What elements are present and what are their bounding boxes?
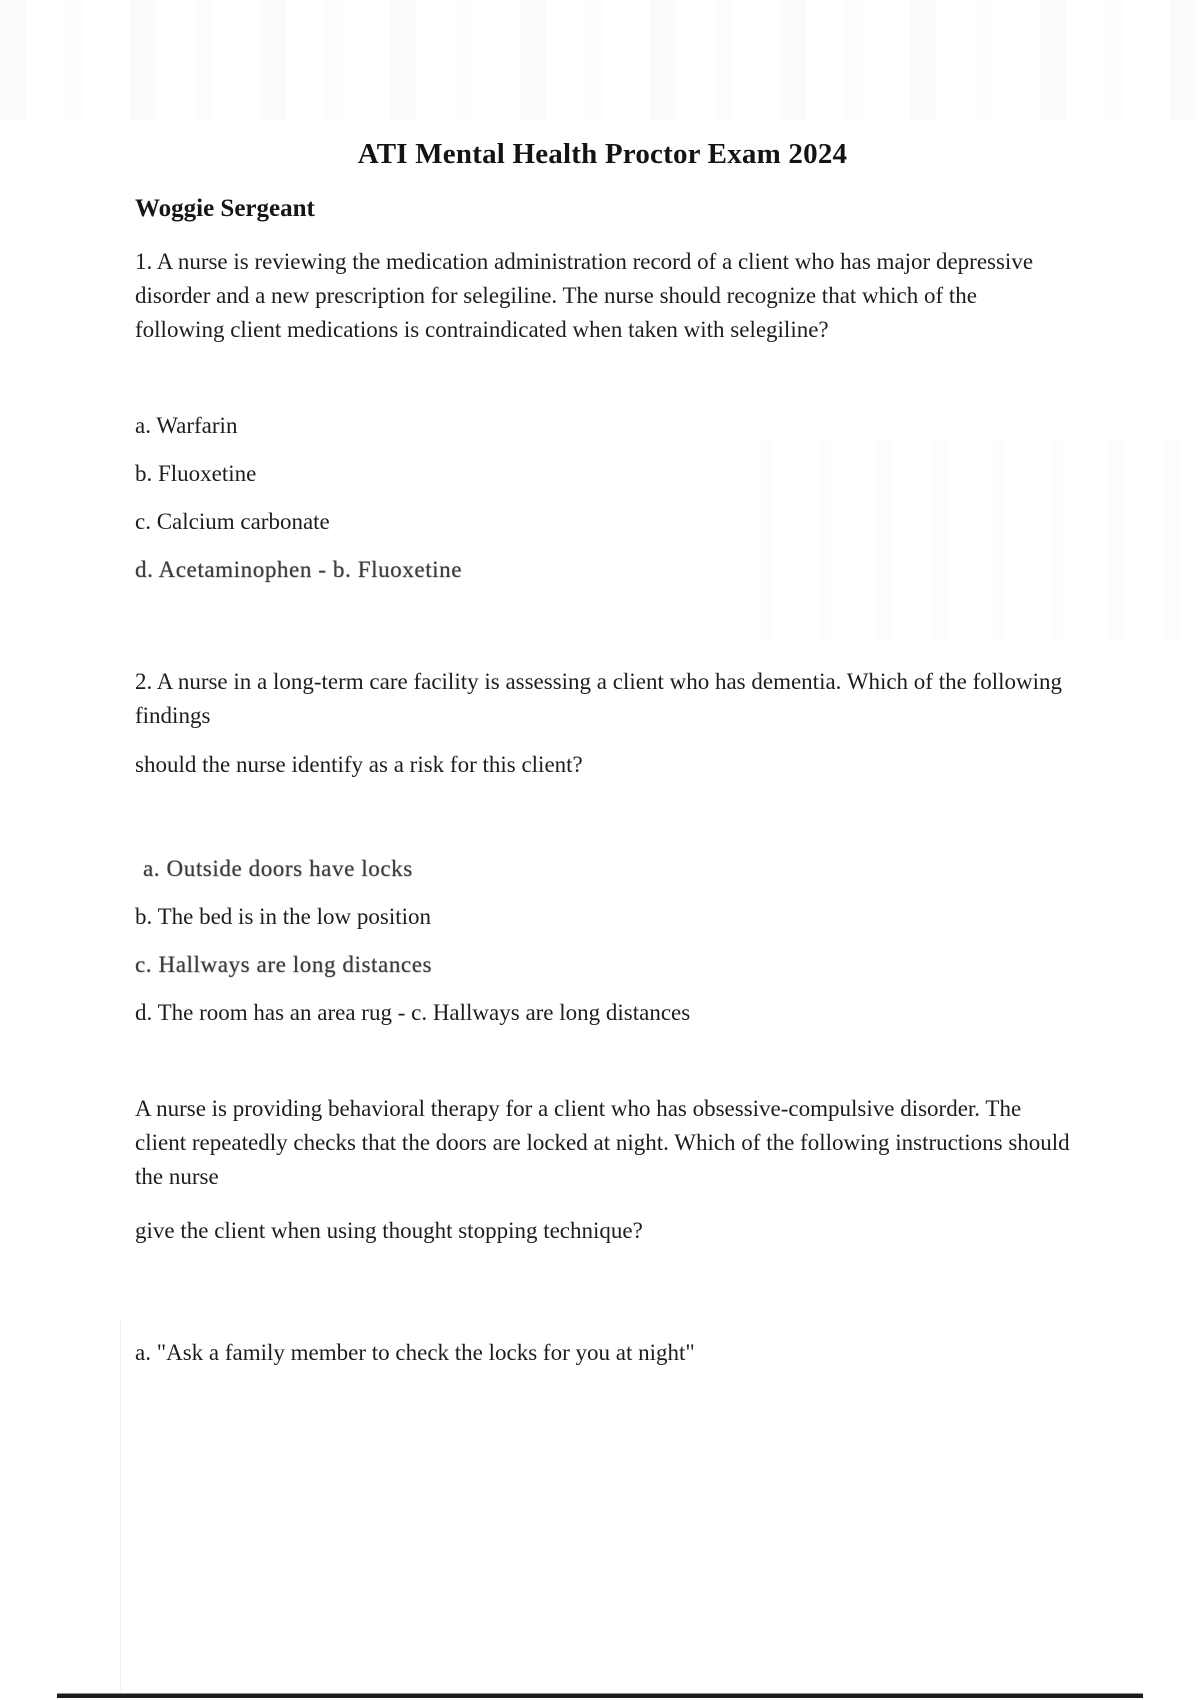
- question-3-stem-continued: give the client when using thought stopping technique?: [135, 1218, 643, 1243]
- page-title: ATI Mental Health Proctor Exam 2024: [357, 138, 848, 170]
- question-1-option-b: b. Fluoxetine: [135, 461, 257, 486]
- bottom-divider: [57, 1693, 1143, 1698]
- scan-artifact-left-edge: [120, 1320, 121, 1690]
- author-name: Woggie Sergeant: [135, 195, 315, 222]
- question-2-option-c: c. Hallways are long distances: [135, 952, 433, 977]
- question-1-stem: 1. A nurse is reviewing the medication administration record of a client who has major depressive disorder and a new prescription for selegiline. The nurse should recognize that which of the following client medications is contraindicated when taken with selegiline?: [135, 249, 1034, 342]
- question-2-option-b: b. The bed is in the low position: [135, 904, 432, 929]
- question-2-option-d: d. The room has an area rug - c. Hallways are long distances: [135, 1000, 691, 1025]
- question-2-stem: 2. A nurse in a long-term care facility is assessing a client who has dementia. Which of the following findings: [135, 669, 1063, 728]
- question-2-option-a: a. Outside doors have locks: [143, 856, 413, 881]
- question-3-option-a: a. "Ask a family member to check the locks for you at night": [135, 1340, 695, 1365]
- question-2-stem-continued: should the nurse identify as a risk for this client?: [135, 752, 583, 777]
- question-1-option-d: d. Acetaminophen - b. Fluoxetine: [135, 557, 463, 582]
- question-1-option-a: a. Warfarin: [135, 413, 238, 438]
- question-1-option-c: c. Calcium carbonate: [135, 509, 330, 534]
- document-page: [135, 0, 1070, 1370]
- question-3-stem: A nurse is providing behavioral therapy for a client who has obsessive-compulsive disorder. The client repeatedly checks that the doors are locked at night. Which of the following instructions should the nurse: [135, 1096, 1070, 1189]
